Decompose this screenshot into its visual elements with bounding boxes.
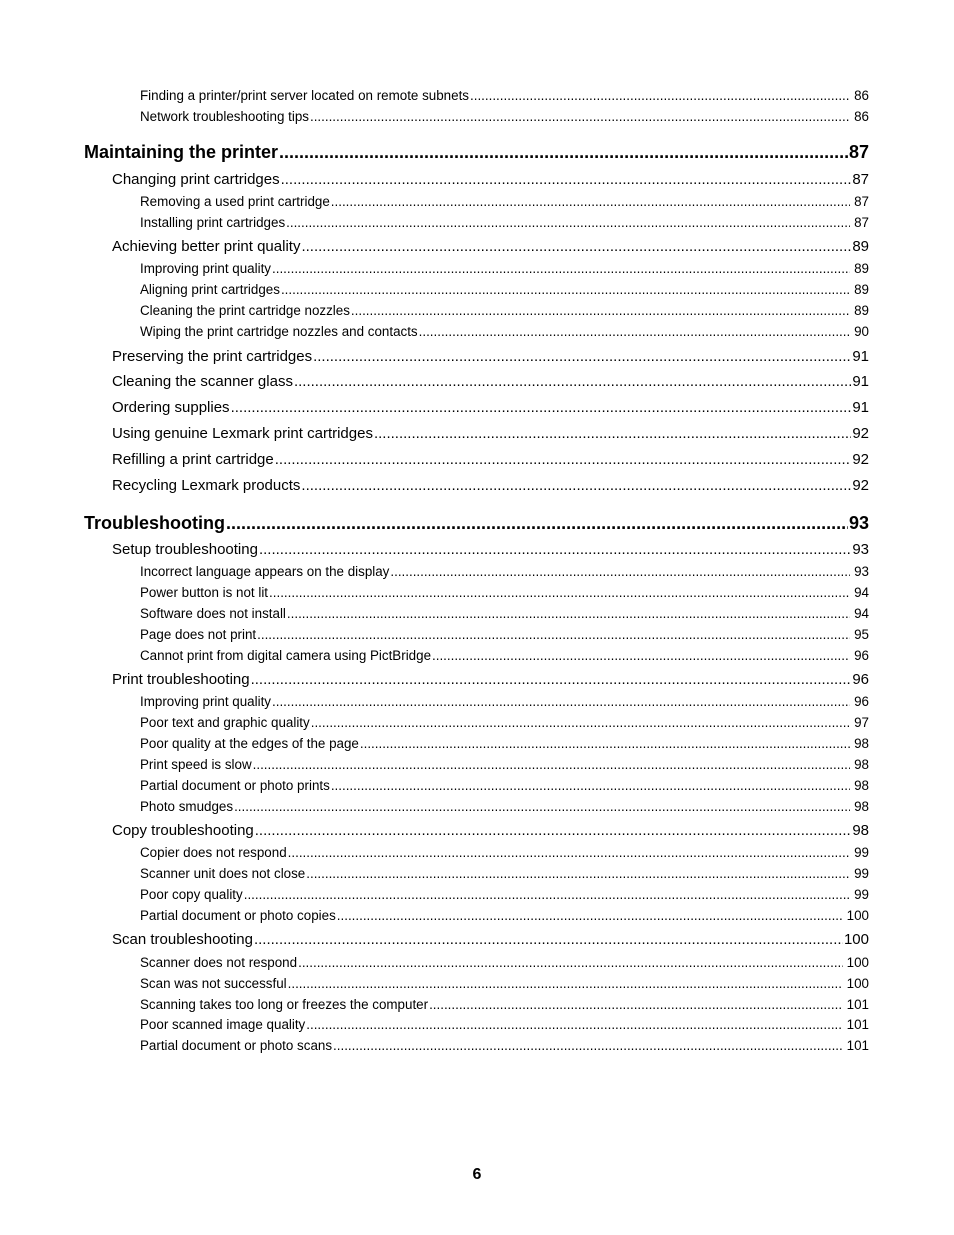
toc-entry-page: 92 (852, 477, 869, 494)
dot-leader (226, 513, 848, 534)
toc-entry-title: Preserving the print cartridges (112, 348, 313, 365)
toc-subsection[interactable] (112, 238, 869, 255)
dot-leader (306, 866, 850, 881)
toc-entry-page: 101 (846, 1038, 869, 1053)
dot-leader (313, 348, 851, 365)
toc-entry-title: Recycling Lexmark products (112, 477, 301, 494)
toc-entry[interactable] (140, 757, 869, 772)
toc-entry[interactable] (140, 997, 869, 1012)
toc-entry-page: 98 (854, 757, 869, 772)
toc-entry-page: 96 (852, 671, 869, 688)
toc-entry-title: Poor copy quality (140, 887, 243, 902)
toc-entry-title: Poor quality at the edges of the page (140, 736, 359, 751)
toc-entry-title: Wiping the print cartridge nozzles and contacts (140, 324, 418, 339)
toc-entry-title: Copy troubleshooting (112, 822, 254, 839)
toc-entry-title: Copier does not respond (140, 845, 287, 860)
toc-entry-page: 94 (854, 606, 869, 621)
toc-entry-title: Cleaning the scanner glass (112, 373, 293, 390)
toc-entry-title: Print troubleshooting (112, 671, 250, 688)
toc-entry[interactable] (140, 955, 869, 970)
toc-entry-title: Poor text and graphic quality (140, 715, 310, 730)
toc-entry[interactable] (140, 627, 869, 642)
toc-entry[interactable] (140, 303, 869, 318)
dot-leader (301, 238, 851, 255)
toc-subsection[interactable] (112, 477, 869, 494)
dot-leader (429, 997, 843, 1012)
toc-entry-page: 86 (854, 109, 869, 124)
toc-entry-page: 98 (854, 799, 869, 814)
dot-leader (254, 931, 843, 948)
toc-entry-page: 100 (846, 908, 869, 923)
toc-entry-page: 100 (846, 955, 869, 970)
toc-entry[interactable] (140, 908, 869, 923)
toc-entry-page: 93 (854, 564, 869, 579)
toc-entry-title: Software does not install (140, 606, 286, 621)
toc-entry-page: 87 (854, 194, 869, 209)
toc-entry[interactable] (140, 715, 869, 730)
toc-entry-title: Achieving better print quality (112, 238, 301, 255)
toc-entry[interactable] (140, 585, 869, 600)
toc-entry[interactable] (140, 845, 869, 860)
toc-entry-page: 89 (852, 238, 869, 255)
toc-entry[interactable] (140, 799, 869, 814)
toc-entry[interactable] (140, 866, 869, 881)
dot-leader (275, 451, 852, 468)
toc-entry-page: 86 (854, 88, 869, 103)
toc-subsection[interactable] (112, 822, 869, 839)
dot-leader (306, 1017, 842, 1032)
toc-subsection[interactable] (112, 425, 869, 442)
toc-entry[interactable] (140, 1038, 869, 1053)
toc-entry-title: Ordering supplies (112, 399, 230, 416)
toc-entry-page: 95 (854, 627, 869, 642)
toc-entry-page: 99 (854, 845, 869, 860)
dot-leader (251, 671, 852, 688)
toc-entry-title: Scan was not successful (140, 976, 287, 991)
toc-entry-page: 101 (846, 997, 869, 1012)
toc-entry[interactable] (140, 194, 869, 209)
toc-entry-page: 89 (854, 261, 869, 276)
toc-entry-title: Using genuine Lexmark print cartridges (112, 425, 373, 442)
toc-entry-page: 100 (843, 931, 869, 948)
toc-entry-page: 90 (854, 324, 869, 339)
toc-subsection[interactable] (112, 348, 869, 365)
toc-entry-title: Incorrect language appears on the display (140, 564, 390, 579)
toc-entry-title: Scanner unit does not close (140, 866, 306, 881)
toc-entry-page: 93 (852, 541, 869, 558)
toc-entry-page: 87 (852, 171, 869, 188)
toc-entry-title: Installing print cartridges (140, 215, 286, 230)
dot-leader (269, 585, 850, 600)
dot-leader (419, 324, 850, 339)
dot-leader (301, 477, 851, 494)
toc-entry[interactable] (140, 1017, 869, 1032)
toc-entry-page: 99 (854, 866, 869, 881)
toc-entry-title: Aligning print cartridges (140, 282, 280, 297)
toc-entry-page: 99 (854, 887, 869, 902)
toc-entry[interactable] (140, 261, 869, 276)
dot-leader (257, 627, 850, 642)
dot-leader (255, 822, 852, 839)
toc-entry-title: Scan troubleshooting (112, 931, 253, 948)
dot-leader (360, 736, 850, 751)
toc-entry[interactable] (140, 648, 869, 663)
toc-entry-title: Finding a printer/print server located on remote subnets (140, 88, 469, 103)
dot-leader (331, 194, 850, 209)
dot-leader (311, 715, 850, 730)
dot-leader (470, 88, 850, 103)
toc-entry[interactable] (140, 887, 869, 902)
toc-entry-page: 98 (852, 822, 869, 839)
toc-entry-title: Power button is not lit (140, 585, 269, 600)
dot-leader (281, 171, 852, 188)
toc-entry-page: 91 (852, 373, 869, 390)
toc-entry-page: 92 (852, 451, 869, 468)
toc-entry-page: 96 (854, 648, 869, 663)
toc-entry[interactable] (140, 778, 869, 793)
toc-entry[interactable] (140, 976, 869, 991)
toc-entry-title: Partial document or photo scans (140, 1038, 333, 1053)
toc-entry-title: Maintaining the printer (84, 142, 279, 162)
toc-entry[interactable] (140, 109, 869, 124)
toc-entry-title: Network troubleshooting tips (140, 109, 309, 124)
toc-subsection[interactable] (112, 451, 869, 468)
toc-subsection[interactable] (112, 171, 869, 188)
dot-leader (294, 373, 851, 390)
toc-entry-page: 93 (848, 513, 869, 533)
toc-section-heading[interactable] (84, 513, 869, 534)
toc-entry-title: Poor scanned image quality (140, 1017, 306, 1032)
toc-subsection[interactable] (112, 931, 869, 948)
toc-entry-title: Removing a used print cartridge (140, 194, 330, 209)
toc-entry[interactable] (140, 736, 869, 751)
dot-leader (337, 908, 843, 923)
toc-entry-title: Cleaning the print cartridge nozzles (140, 303, 350, 318)
dot-leader (288, 976, 843, 991)
toc-entry-title: Partial document or photo copies (140, 908, 336, 923)
dot-leader (298, 955, 843, 970)
toc-entry-page: 98 (854, 736, 869, 751)
toc-entry[interactable] (140, 694, 869, 709)
dot-leader (272, 261, 850, 276)
dot-leader (374, 425, 851, 442)
toc-entry-page: 96 (854, 694, 869, 709)
dot-leader (234, 799, 850, 814)
toc-entry-page: 91 (852, 348, 869, 365)
dot-leader (288, 845, 850, 860)
toc-entry-page: 98 (854, 778, 869, 793)
dot-leader (333, 1038, 843, 1053)
dot-leader (286, 215, 850, 230)
toc-entry-title: Improving print quality (140, 694, 271, 709)
toc-entry-title: Photo smudges (140, 799, 234, 814)
toc-entry-title: Refilling a print cartridge (112, 451, 274, 468)
dot-leader (390, 564, 850, 579)
toc-entry-page: 87 (854, 215, 869, 230)
dot-leader (231, 399, 852, 416)
toc-entry-page: 89 (854, 282, 869, 297)
toc-entry-title: Page does not print (140, 627, 257, 642)
toc-entry-page: 101 (846, 1017, 869, 1032)
toc-section-heading[interactable] (84, 142, 869, 163)
toc-entry-title: Cannot print from digital camera using PictBridge (140, 648, 432, 663)
toc-entry-title: Print speed is slow (140, 757, 252, 772)
dot-leader (310, 109, 850, 124)
toc-entry-title: Partial document or photo prints (140, 778, 330, 793)
dot-leader (432, 648, 850, 663)
toc-subsection[interactable] (112, 373, 869, 390)
toc-entry[interactable] (140, 606, 869, 621)
toc-entry-page: 100 (846, 976, 869, 991)
dot-leader (272, 694, 850, 709)
toc-entry[interactable] (140, 215, 869, 230)
dot-leader (351, 303, 850, 318)
toc-entry-title: Scanning takes too long or freezes the computer (140, 997, 429, 1012)
dot-leader (287, 606, 850, 621)
toc-subsection[interactable] (112, 671, 869, 688)
dot-leader (279, 142, 848, 163)
dot-leader (281, 282, 850, 297)
toc-entry-title: Troubleshooting (84, 513, 225, 533)
toc-entry[interactable] (140, 88, 869, 103)
toc-entry[interactable] (140, 282, 869, 297)
toc-entry-page: 87 (848, 142, 869, 162)
toc-entry-page: 91 (852, 399, 869, 416)
toc-entry[interactable] (140, 564, 869, 579)
dot-leader (259, 541, 851, 558)
dot-leader (244, 887, 850, 902)
toc-entry-page: 94 (854, 585, 869, 600)
toc-subsection[interactable] (112, 541, 869, 558)
toc-entry-title: Changing print cartridges (112, 171, 280, 188)
toc-entry-title: Setup troubleshooting (112, 541, 258, 558)
toc-entry-page: 97 (854, 715, 869, 730)
dot-leader (331, 778, 850, 793)
toc-entry-page: 89 (854, 303, 869, 318)
dot-leader (253, 757, 850, 772)
toc-subsection[interactable] (112, 399, 869, 416)
toc-entry-page: 92 (852, 425, 869, 442)
toc-entry-title: Improving print quality (140, 261, 271, 276)
toc-entry[interactable] (140, 324, 869, 339)
page-number: 6 (472, 1166, 482, 1183)
toc-entry-title: Scanner does not respond (140, 955, 298, 970)
